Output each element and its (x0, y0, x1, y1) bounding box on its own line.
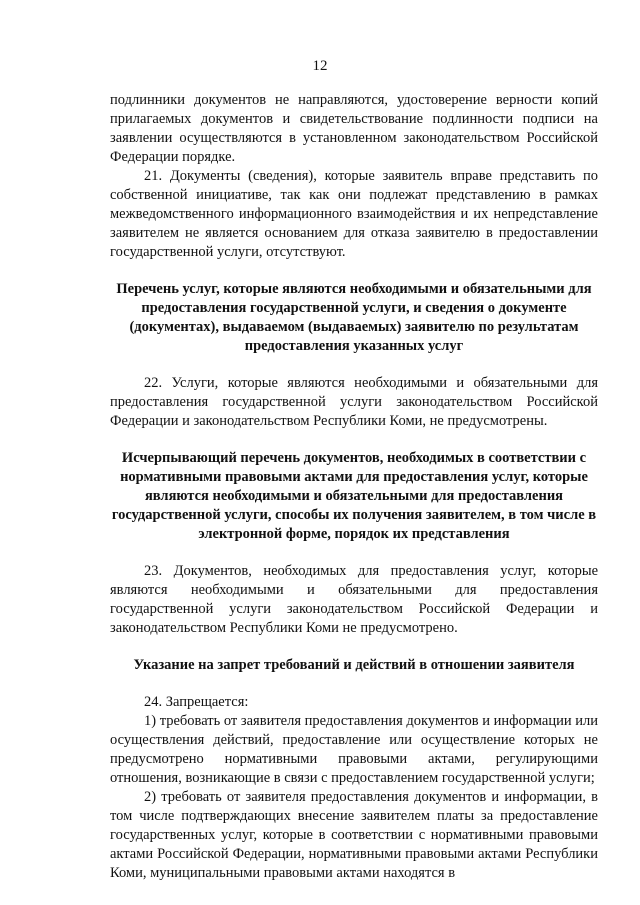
paragraph-continuation: подлинники документов не направляются, удостоверение верности копий прилагаемых документов и свидетельствование подлинности подписи на заявлении осуществляются в установленном законодательством Российской Федерации порядке. (110, 92, 598, 165)
section-heading-prohibitions: Указание на запрет требований и действий в отношении заявителя (133, 657, 575, 673)
page-number: 12 (312, 58, 328, 74)
paragraph-24: 24. Запрещается: (144, 694, 249, 710)
section-heading-services-list: Перечень услуг, которые являются необходимыми и обязательными для предоставления государственной услуги, и сведения о документе (документах), выдаваемом (выдаваемых) заявителю по результатам предоставления указанных услуг (116, 281, 592, 354)
paragraph-23: 23. Документов, необходимых для предоставления услуг, которые являются необходимыми и обязательными для предоставления государственной услуги законодательством Российской Федерации и законодательством Республики Коми не предусмотрено. (110, 563, 598, 636)
document-body (110, 91, 598, 883)
paragraph-22: 22. Услуги, которые являются необходимыми и обязательными для предоставления государственной услуги законодательством Российской Федерации и законодательством Республики Коми, не предусмотрены. (110, 375, 598, 429)
paragraph-24-item-2: 2) требовать от заявителя предоставления документов и информации, в том числе подтверждающих внесение заявителем платы за предоставление государственных услуг, которые в соответствии с нормативными правовыми актами Российской Федерации, нормативными правовыми актами Республики Коми, муниципальными правовыми актами находятся в (110, 789, 598, 881)
paragraph-24-item-1: 1) требовать от заявителя предоставления документов и информации или осуществления действий, предоставление или осуществление которых не предусмотрено нормативными правовыми актами, регулирующими отношения, возникающие в связи с предоставлением государственной услуги; (110, 713, 598, 786)
section-heading-documents-list: Исчерпывающий перечень документов, необходимых в соответствии с нормативными правовыми актами для предоставления услуг, которые являются необходимыми и обязательными для предоставления государственной услуги, способы их получения заявителем, в том числе в электронной форме, порядок их представления (111, 450, 597, 542)
paragraph-21: 21. Документы (сведения), которые заявитель вправе представить по собственной инициативе, так как они подлежат представлению в рамках межведомственного информационного взаимодействия и их непредставление заявителем не является основанием для отказа заявителю в предоставлении государственной услуги, отсутствуют. (110, 168, 598, 260)
